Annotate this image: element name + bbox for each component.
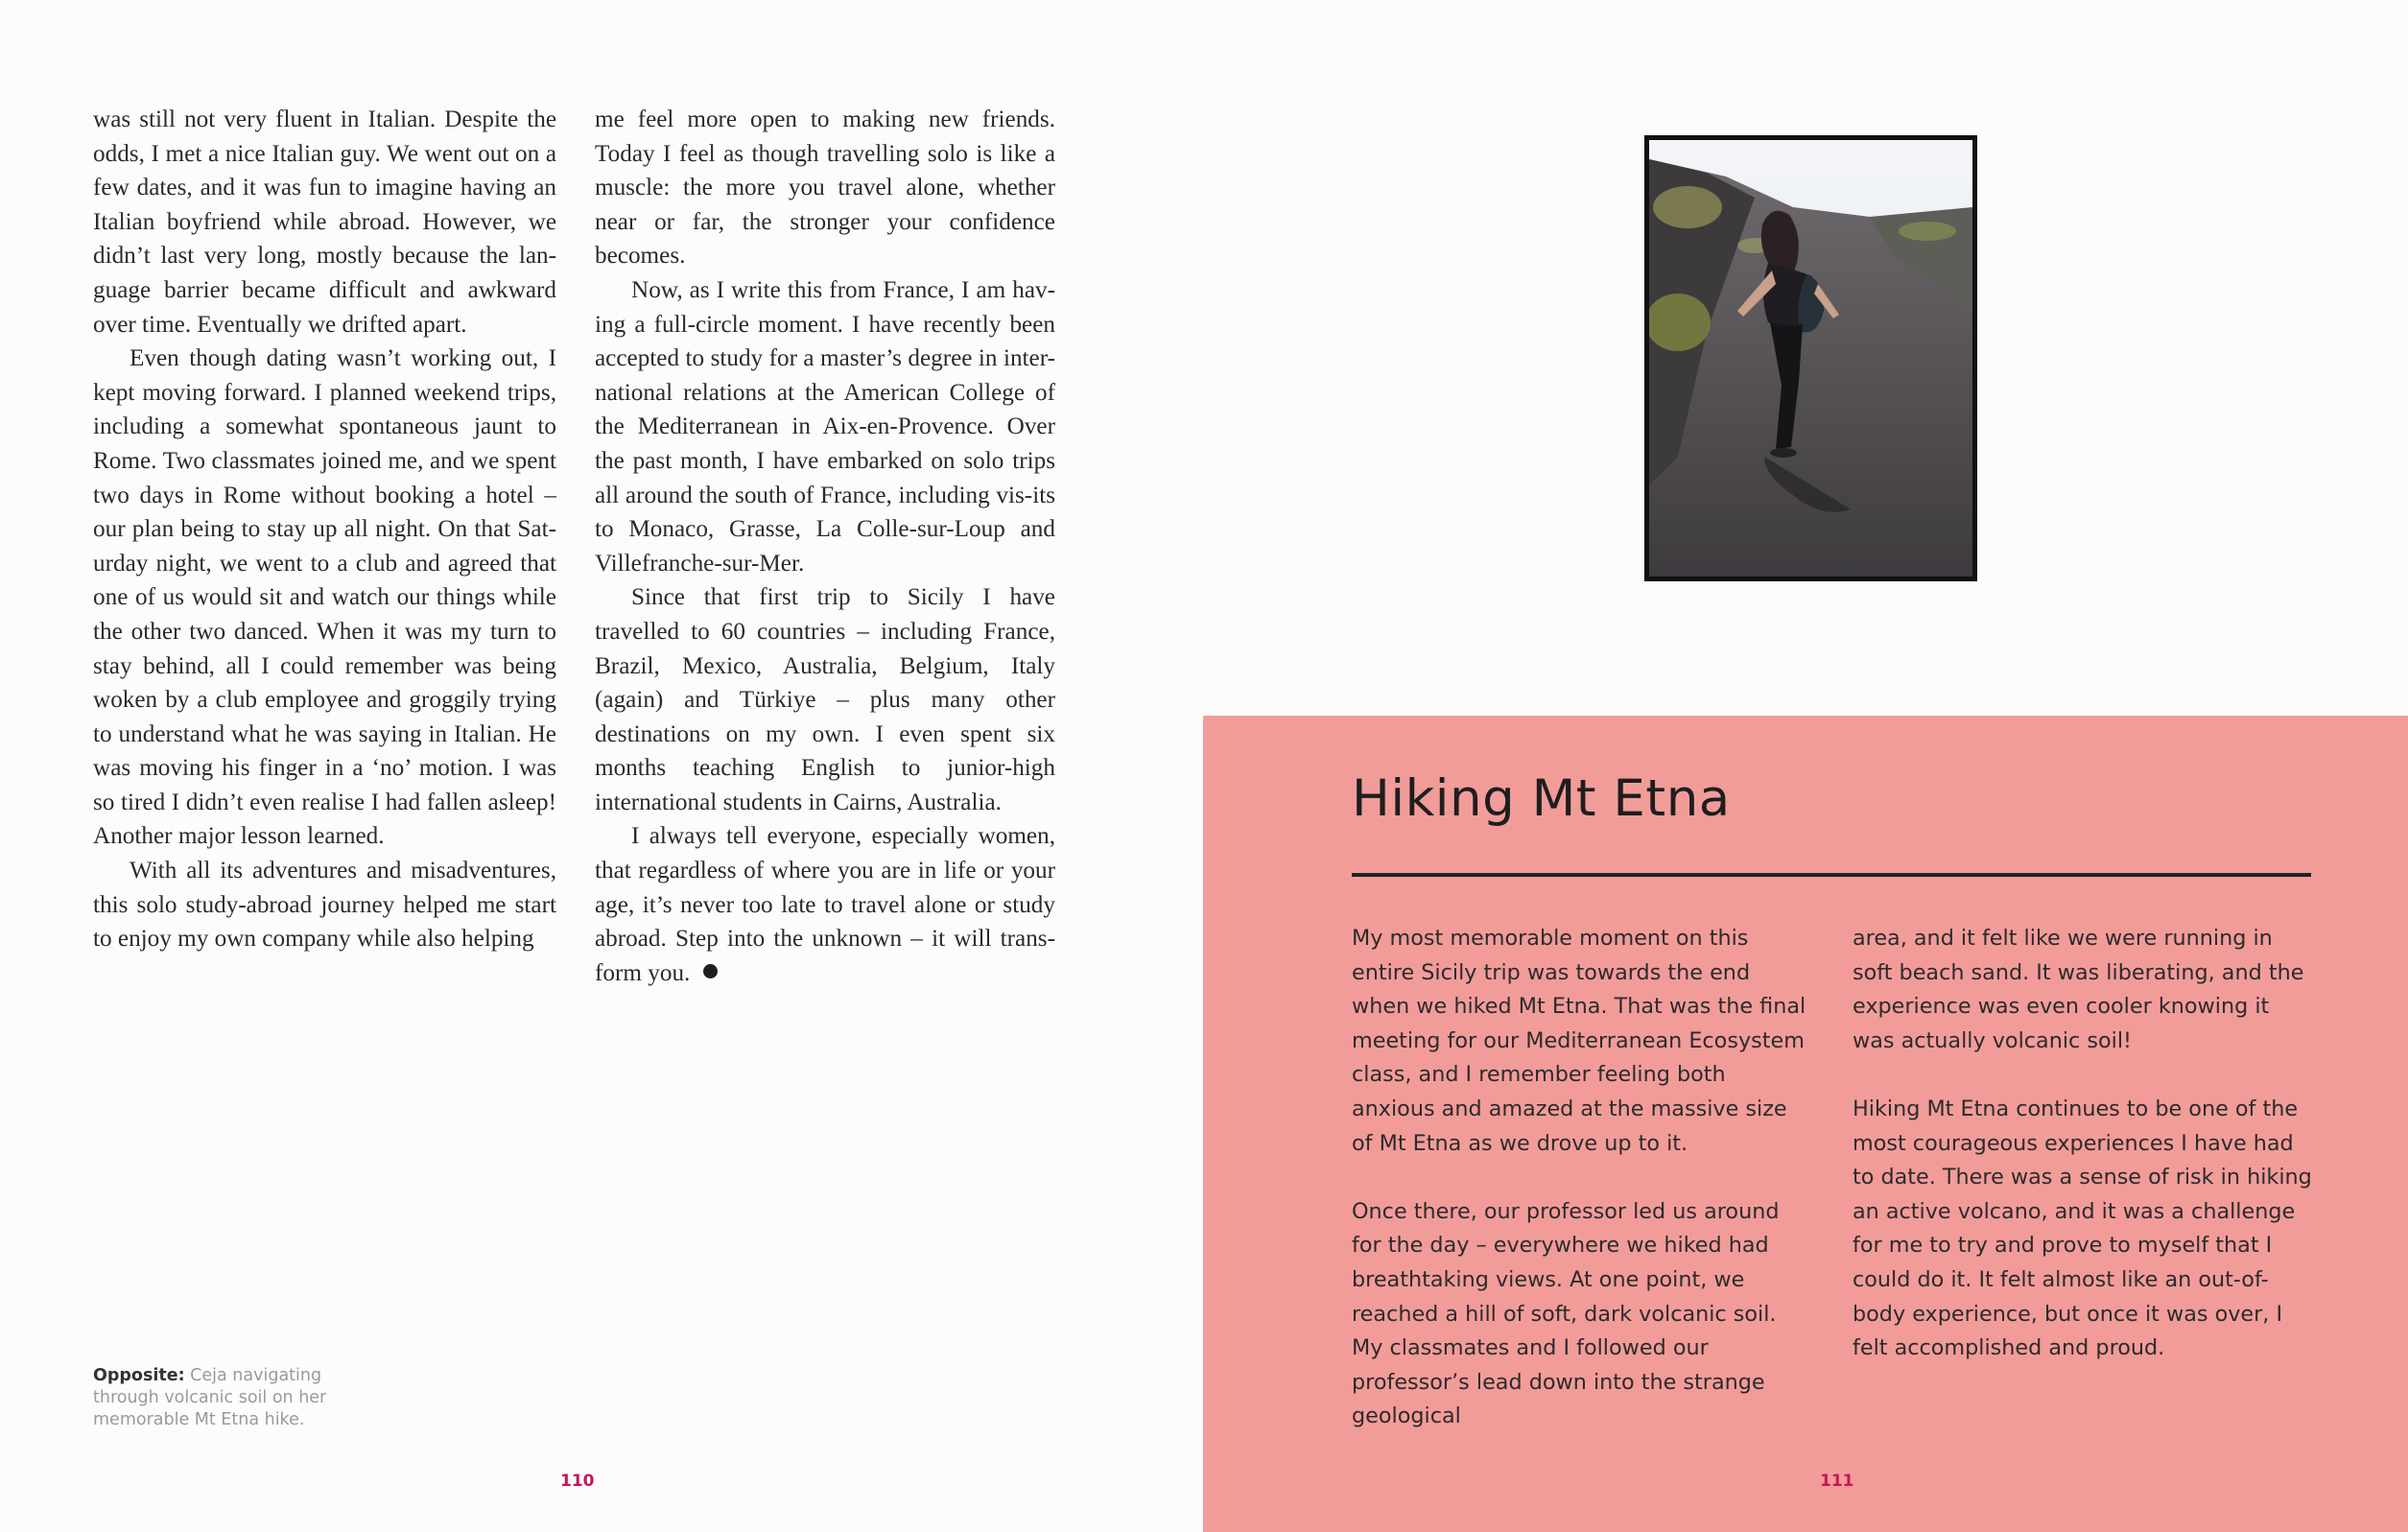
- hiker-on-volcanic-slope-photo: [1644, 135, 1977, 581]
- body-paragraph: Even though dating wasn’t working out, I kept moving forward. I planned weekend trips, including a somewhat spontaneous jaunt to Rome. Two classmates joined me, and we spent two days in Rome without booking a hotel – our plan being to stay up all night. On that Sat-urday night, we went to a club and agreed that one of us would sit and watch our things while the other two danced. When it was my turn to stay behind, all I could remember was being woken by a club employee and groggily trying to understand what he was saying in Italian. He was moving his finger in a ‘no’ motion. I was so tired I didn’t even realise I had fallen asleep! Another major lesson learned.: [93, 345, 556, 850]
- body-paragraph-final: [595, 819, 1055, 990]
- sidebar-column-2: [1853, 922, 2313, 1400]
- body-paragraph: Since that first trip to Sicily I have travelled to 60 countries – including France, Brazil, Mexico, Australia, Belgium, Italy (again) and Türkiye – plus many other destinations on my own. I even spent six months teaching English to junior-high international students in Cairns, Australia.: [595, 584, 1055, 815]
- body-paragraph: With all its adventures and misadventures, this solo study-abroad journey helped me start to enjoy my own company while also helping: [93, 858, 556, 953]
- page-number-left: 110: [560, 1472, 595, 1491]
- caption-text: Ceja navigating through volcanic soil on her memorable Mt Etna hike.: [93, 1366, 327, 1429]
- body-paragraph: me feel more open to making new friends. Today I feel as though travelling solo is like a muscle: the more you travel alone, whether near or far, the stronger your confidence becomes.: [595, 106, 1055, 270]
- photo-illustration: [1649, 140, 1972, 577]
- caption-lead: Opposite:: [93, 1366, 185, 1385]
- final-paragraph-text: I always tell everyone, especially women, that regardless of where you are in life or your age, it’s never too late to travel alone or study abroad. Step into the unknown – it will trans-form you.: [595, 823, 1055, 986]
- sidebar-column-1: [1352, 922, 1812, 1469]
- photo-caption: [93, 1365, 371, 1431]
- body-paragraph: was still not very fluent in Italian. Despite the odds, I met a nice Italian guy. We went out on a few dates, and it was fun to imagine having an Italian boyfriend while abroad. However, we didn’t last very long, mostly because the lan-guage barrier became difficult and awkward over time. Eventually we drifted apart.: [93, 106, 556, 338]
- body-column-1: [93, 103, 556, 956]
- body-paragraph: Now, as I write this from France, I am hav-ing a full-circle moment. I have recently been accepted to study for a master’s degree in inter-national relations at the American College of the Mediterranean in Aix-en-Provence. Over the past month, I have embarked on solo trips all around the south of France, including vis-its to Monaco, Grasse, La Colle-sur-Loup and Villefranche-sur-Mer.: [595, 276, 1055, 577]
- sidebar-paragraph: area, and it felt like we were running in soft beach sand. It was liberating, and the experience was even cooler knowing it was actually volcanic soil!: [1853, 926, 2304, 1053]
- title-divider-rule: [1352, 873, 2311, 877]
- sidebar-box-title: Hiking Mt Etna: [1352, 769, 1731, 828]
- sidebar-paragraph: Hiking Mt Etna continues to be one of the most courageous experiences I have had to date. There was a sense of risk in hiking an active volcano, and it was a challenge for me to try and prove to myself that I could do it. It felt almost like an out-of-body experience, but once it was over, I felt accomplished and proud.: [1853, 1096, 2312, 1361]
- sidebar-paragraph: My most memorable moment on this entire Sicily trip was towards the end when we hiked Mt Etna. That was the final meeting for our Mediterranean Ecosystem class, and I remember feeling both anxious and amazed at the massive size of Mt Etna as we drove up to it.: [1352, 926, 1806, 1156]
- sidebar-paragraph: Once there, our professor led us around for the day – everywhere we hiked had breathtaking views. At one point, we reached a hill of soft, dark volcanic soil. My classmates and I followed our professor’s lead down into the strange geological: [1352, 1198, 1780, 1429]
- page-number-right: 111: [1820, 1472, 1854, 1491]
- end-of-article-bullet-icon: [703, 964, 718, 978]
- body-column-2: [595, 103, 1055, 990]
